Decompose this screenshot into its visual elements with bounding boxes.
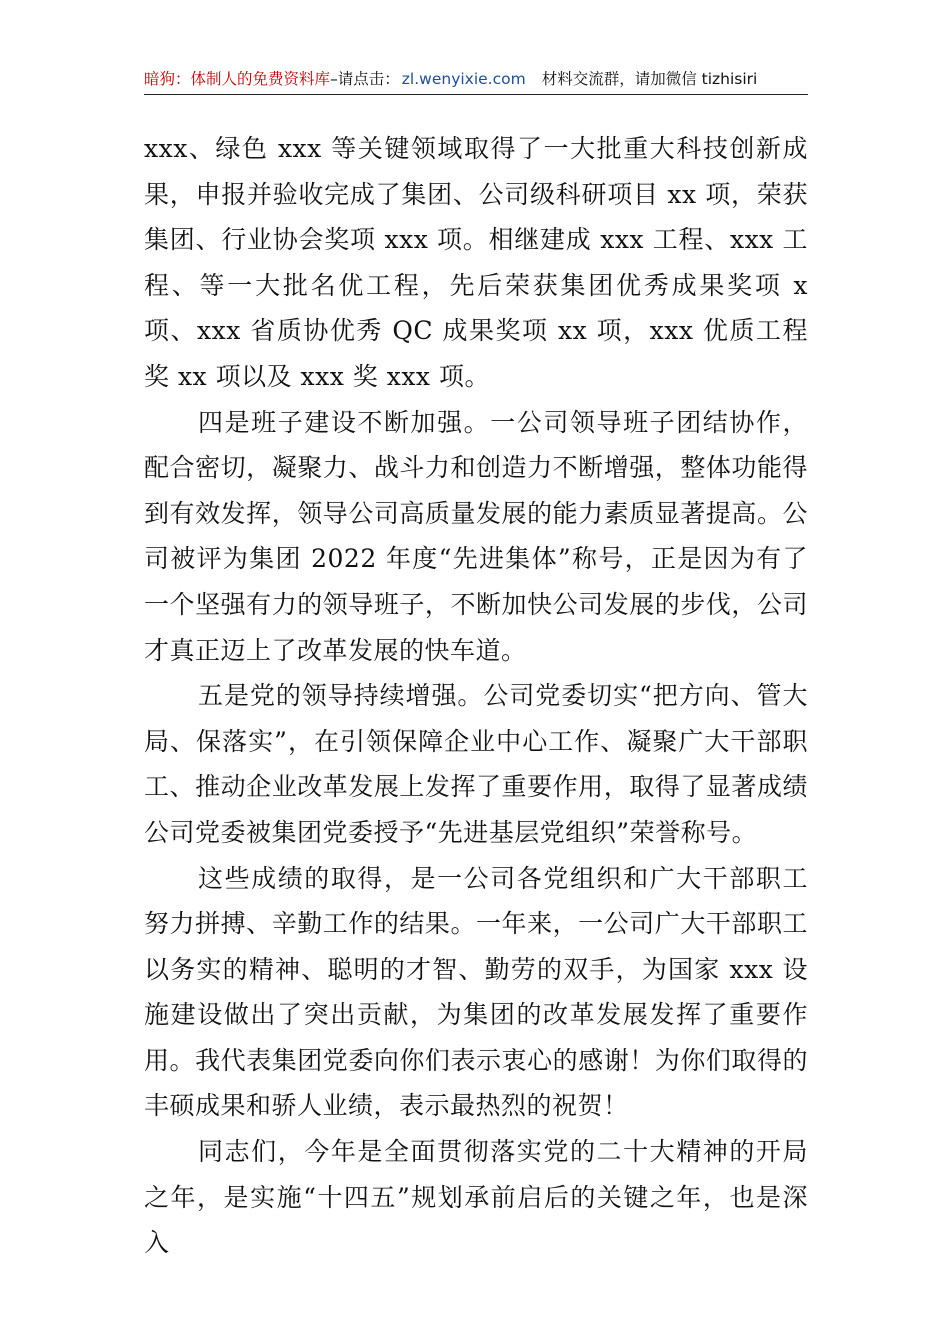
page-header [144, 64, 808, 95]
header-wechat-note: 材料交流群，请加微信 tizhisiri [541, 70, 758, 88]
header-prompt: –请点击： [330, 70, 400, 88]
paragraph-5: 同志们，今年是全面贯彻落实党的二十大精神的开局之年，是实施“十四五”规划承前启后的关键之年，也是深入 [144, 1137, 808, 1258]
document-body [144, 126, 808, 1266]
header-brand: 暗狗：体制人的免费资料库 [144, 70, 331, 88]
paragraph-3: 五是党的领导持续增强。公司党委切实“把方向、管大局、保落实”，在引领保障企业中心工作、凝聚广大干部职工、推动企业改革发展上发挥了重要作用，取得了显著成绩公司党委被集团党委授予“先进基层党组织”荣誉称号。 [144, 681, 808, 847]
header-url-link[interactable]: zl.wenyixie.com [401, 70, 526, 88]
paragraph-1: xxx、绿色 xxx 等关键领域取得了一大批重大科技创新成果，申报并验收完成了集团、公司级科研项目 xx 项，荣获集团、行业协会奖项 xxx 项。相继建成 xxx 工程、xxx 工程、等一大批名优工程，先后荣获集团优秀成果奖项 x 项、xxx 省质协优秀 QC 成果奖项 xx 项，xxx 优质工程奖 xx 项以及 xxx 奖 xxx 项。 [144, 134, 808, 391]
paragraph-2: 四是班子建设不断加强。一公司领导班子团结协作，配合密切，凝聚力、战斗力和创造力不断增强，整体功能得到有效发挥，领导公司高质量发展的能力素质显著提高。公司被评为集团 2022 年度“先进集体”称号，正是因为有了一个坚强有力的领导班子，不断加快公司发展的步伐，公司才真正迈上了改革发展的快车道。 [144, 407, 808, 665]
paragraph-4: 这些成绩的取得，是一公司各党组织和广大干部职工努力拼搏、辛勤工作的结果。一年来，一公司广大干部职工以务实的精神、聪明的才智、勤劳的双手，为国家 xxx 设施建设做出了突出贡献，为集团的改革发展发挥了重要作用。我代表集团党委向你们表示衷心的感谢！为你们取得的丰硕成果和骄人业绩，表示最热烈的祝贺！ [144, 863, 808, 1121]
